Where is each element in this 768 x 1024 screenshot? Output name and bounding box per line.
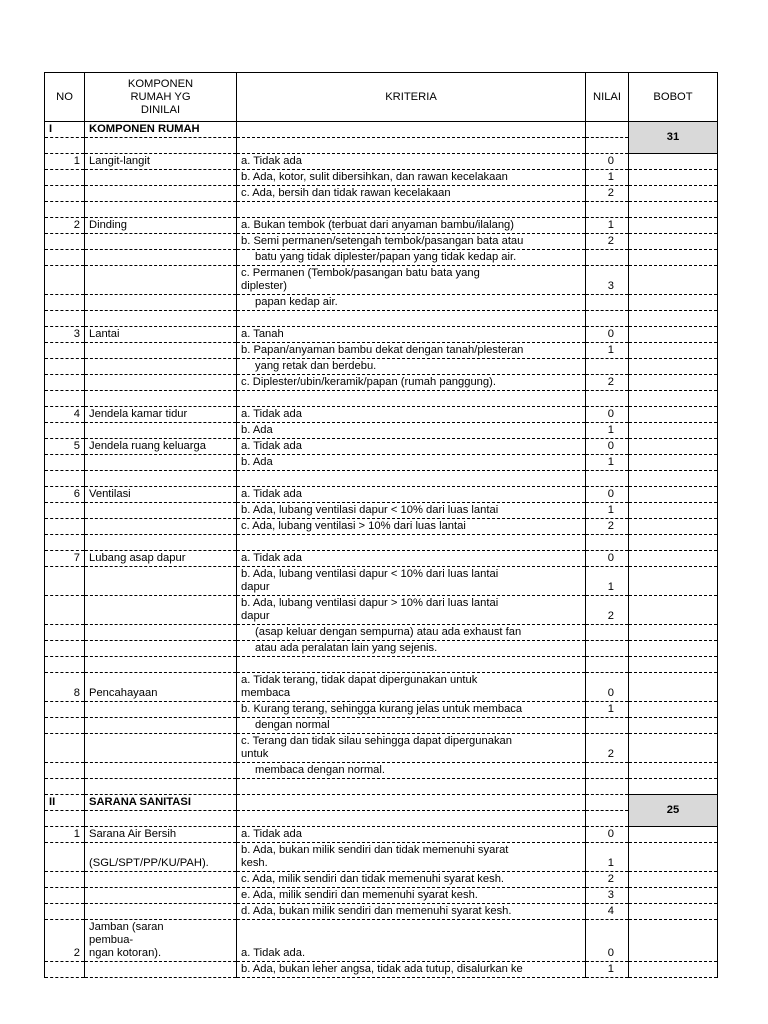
komponen-cell: Jendela kamar tidur (85, 407, 237, 423)
kriteria-cell: a. Tidak ada (237, 407, 586, 423)
table-row (45, 763, 718, 779)
bobot-cell (629, 487, 718, 503)
empty-cell (586, 471, 629, 487)
no-cell (45, 596, 85, 625)
komponen-cell: Dinding (85, 218, 237, 234)
kriteria-cell: a. Bukan tembok (terbuat dari anyaman bambu/ilalang) (237, 218, 586, 234)
table-row (45, 843, 718, 872)
komponen-cell: SARANA SANITASI (85, 795, 237, 811)
kriteria-cell: c. Ada, milik sendiri dan tidak memenuhi syarat kesh. (237, 872, 586, 888)
table-header (45, 73, 718, 122)
no-cell: 6 (45, 487, 85, 503)
kriteria-text: dengan normal (255, 719, 330, 731)
empty-cell (586, 311, 629, 327)
no-cell (45, 843, 85, 872)
kriteria-cell: d. Ada, bukan milik sendiri dan memenuhi syarat kesh. (237, 904, 586, 920)
empty-cell (85, 811, 237, 827)
kriteria-cell (237, 295, 586, 311)
table-row (45, 519, 718, 535)
nilai-cell (586, 795, 629, 811)
table-row (45, 673, 718, 702)
komponen-cell: Langit-langit (85, 154, 237, 170)
no-cell (45, 904, 85, 920)
empty-cell (629, 535, 718, 551)
table-row (45, 234, 718, 250)
kriteria-cell (237, 625, 586, 641)
komponen-cell (85, 888, 237, 904)
komponen-cell (85, 423, 237, 439)
nilai-cell (586, 763, 629, 779)
empty-cell (237, 391, 586, 407)
table-row (45, 218, 718, 234)
bobot-cell (629, 888, 718, 904)
kriteria-cell: c. Ada, bersih dan tidak rawan kecelakaan (237, 186, 586, 202)
kriteria-cell: b. Ada, kotor, sulit dibersihkan, dan rawan kecelakaan (237, 170, 586, 186)
bobot-cell (629, 359, 718, 375)
empty-cell (586, 811, 629, 827)
bobot-cell (629, 455, 718, 471)
bobot-cell (629, 375, 718, 391)
table-row (45, 920, 718, 962)
nilai-cell: 0 (586, 407, 629, 423)
table-row (45, 567, 718, 596)
table-row (45, 250, 718, 266)
no-cell: 5 (45, 439, 85, 455)
kriteria-text: (asap keluar dengan sempurna) atau ada exhaust fan (255, 626, 522, 638)
spacer-row (45, 657, 718, 673)
bobot-cell (629, 234, 718, 250)
komponen-cell: (SGL/SPT/PP/KU/PAH). (85, 843, 237, 872)
kriteria-cell: c. Ada, lubang ventilasi > 10% dari luas lantai (237, 519, 586, 535)
komponen-cell: Ventilasi (85, 487, 237, 503)
nilai-cell (586, 295, 629, 311)
empty-cell (237, 779, 586, 795)
empty-cell (586, 202, 629, 218)
table-row (45, 154, 718, 170)
bobot-cell: 31 (629, 122, 718, 154)
komponen-cell: Lantai (85, 327, 237, 343)
nilai-cell: 0 (586, 487, 629, 503)
komponen-cell (85, 250, 237, 266)
empty-cell (629, 471, 718, 487)
nilai-cell: 1 (586, 343, 629, 359)
spacer-row (45, 202, 718, 218)
kriteria-cell: a. Tidak ada. (237, 920, 586, 962)
komponen-cell (85, 375, 237, 391)
table-row (45, 375, 718, 391)
bobot-cell (629, 218, 718, 234)
bobot-cell (629, 962, 718, 978)
kriteria-cell: a. Tanah (237, 327, 586, 343)
nilai-cell: 0 (586, 827, 629, 843)
no-cell (45, 567, 85, 596)
nilai-cell: 0 (586, 673, 629, 702)
kriteria-cell: c. Diplester/ubin/keramik/papan (rumah panggung). (237, 375, 586, 391)
empty-cell (45, 779, 85, 795)
nilai-cell (586, 718, 629, 734)
empty-cell (629, 311, 718, 327)
no-cell (45, 455, 85, 471)
empty-cell (45, 391, 85, 407)
assessment-table (44, 72, 718, 978)
nilai-cell: 0 (586, 551, 629, 567)
empty-cell (45, 202, 85, 218)
empty-cell (629, 391, 718, 407)
nilai-cell (586, 250, 629, 266)
table-row (45, 170, 718, 186)
table-row (45, 718, 718, 734)
komponen-cell: KOMPONEN RUMAH (85, 122, 237, 138)
empty-cell (586, 138, 629, 154)
no-cell (45, 503, 85, 519)
nilai-cell: 0 (586, 920, 629, 962)
header-no: NO (45, 73, 85, 122)
header-kriteria: KRITERIA (237, 73, 586, 122)
no-cell (45, 718, 85, 734)
empty-cell (629, 202, 718, 218)
komponen-cell: Jendela ruang keluarga (85, 439, 237, 455)
spacer-row (45, 811, 718, 827)
komponen-cell (85, 734, 237, 763)
empty-cell (85, 391, 237, 407)
table-row (45, 702, 718, 718)
spacer-row (45, 311, 718, 327)
komponen-cell (85, 596, 237, 625)
bobot-cell (629, 904, 718, 920)
nilai-cell: 1 (586, 455, 629, 471)
komponen-cell (85, 567, 237, 596)
kriteria-text: papan kedap air. (255, 296, 338, 308)
kriteria-cell: a. Tidak ada (237, 439, 586, 455)
kriteria-cell (237, 795, 586, 811)
komponen-cell (85, 718, 237, 734)
nilai-cell: 1 (586, 962, 629, 978)
no-cell (45, 343, 85, 359)
bobot-cell (629, 154, 718, 170)
no-cell (45, 266, 85, 295)
no-cell (45, 641, 85, 657)
komponen-cell (85, 234, 237, 250)
empty-cell (85, 202, 237, 218)
bobot-cell (629, 250, 718, 266)
empty-cell (45, 311, 85, 327)
komponen-cell (85, 962, 237, 978)
nilai-cell (586, 625, 629, 641)
bobot-cell (629, 827, 718, 843)
table-row (45, 343, 718, 359)
kriteria-text: batu yang tidak diplester/papan yang tidak kedap air. (255, 251, 517, 263)
empty-cell (85, 138, 237, 154)
empty-cell (237, 311, 586, 327)
komponen-cell (85, 186, 237, 202)
table-row (45, 327, 718, 343)
komponen-cell (85, 266, 237, 295)
kriteria-cell: b. Kurang terang, sehingga kurang jelas untuk membaca (237, 702, 586, 718)
nilai-cell: 0 (586, 327, 629, 343)
kriteria-cell: b. Ada, lubang ventilasi dapur < 10% dari luas lantai dapur (237, 567, 586, 596)
empty-cell (237, 657, 586, 673)
empty-cell (45, 138, 85, 154)
nilai-cell: 3 (586, 266, 629, 295)
kriteria-cell: a. Tidak terang, tidak dapat dipergunakan untuk membaca (237, 673, 586, 702)
bobot-cell (629, 596, 718, 625)
no-cell: 8 (45, 673, 85, 702)
header-komponen: KOMPONEN RUMAH YG DINILAI (85, 73, 237, 122)
bobot-cell (629, 641, 718, 657)
table-row (45, 295, 718, 311)
no-cell: 2 (45, 920, 85, 962)
empty-cell (237, 811, 586, 827)
empty-cell (85, 535, 237, 551)
kriteria-cell: e. Ada, milik sendiri dan memenuhi syarat kesh. (237, 888, 586, 904)
empty-cell (586, 535, 629, 551)
nilai-cell (586, 641, 629, 657)
komponen-cell (85, 872, 237, 888)
bobot-cell (629, 327, 718, 343)
table-row (45, 186, 718, 202)
empty-cell (45, 535, 85, 551)
table-row (45, 455, 718, 471)
bobot-cell (629, 519, 718, 535)
nilai-cell (586, 359, 629, 375)
nilai-cell: 0 (586, 154, 629, 170)
nilai-cell: 3 (586, 888, 629, 904)
spacer-row (45, 391, 718, 407)
section-row (45, 795, 718, 811)
empty-cell (629, 779, 718, 795)
table-body (45, 122, 718, 978)
table-row (45, 423, 718, 439)
komponen-cell (85, 170, 237, 186)
no-cell (45, 250, 85, 266)
bobot-cell (629, 551, 718, 567)
empty-cell (237, 138, 586, 154)
table-row (45, 266, 718, 295)
kriteria-cell: a. Tidak ada (237, 551, 586, 567)
bobot-cell (629, 920, 718, 962)
table-row (45, 596, 718, 625)
no-cell (45, 170, 85, 186)
no-cell (45, 423, 85, 439)
komponen-cell (85, 359, 237, 375)
nilai-cell: 1 (586, 567, 629, 596)
kriteria-cell (237, 359, 586, 375)
empty-cell (85, 311, 237, 327)
bobot-cell (629, 186, 718, 202)
table-row (45, 503, 718, 519)
kriteria-cell (237, 641, 586, 657)
bobot-cell (629, 407, 718, 423)
table-row (45, 359, 718, 375)
nilai-cell: 2 (586, 596, 629, 625)
komponen-cell (85, 702, 237, 718)
kriteria-cell (237, 763, 586, 779)
empty-cell (45, 811, 85, 827)
no-cell: I (45, 122, 85, 138)
komponen-cell (85, 455, 237, 471)
table-row (45, 407, 718, 423)
no-cell (45, 234, 85, 250)
nilai-cell: 2 (586, 375, 629, 391)
nilai-cell: 0 (586, 439, 629, 455)
komponen-cell: Sarana Air Bersih (85, 827, 237, 843)
empty-cell (629, 657, 718, 673)
kriteria-text: atau ada peralatan lain yang sejenis. (255, 642, 438, 654)
table-row (45, 827, 718, 843)
empty-cell (586, 657, 629, 673)
komponen-cell (85, 519, 237, 535)
bobot-cell (629, 872, 718, 888)
table-row (45, 888, 718, 904)
no-cell (45, 359, 85, 375)
bobot-cell (629, 734, 718, 763)
komponen-cell: Lubang asap dapur (85, 551, 237, 567)
no-cell (45, 888, 85, 904)
table-row (45, 439, 718, 455)
nilai-cell: 1 (586, 702, 629, 718)
kriteria-cell: b. Ada (237, 423, 586, 439)
nilai-cell: 2 (586, 734, 629, 763)
nilai-cell: 2 (586, 872, 629, 888)
komponen-cell (85, 641, 237, 657)
bobot-cell (629, 763, 718, 779)
no-cell: 7 (45, 551, 85, 567)
nilai-cell: 1 (586, 218, 629, 234)
table-row (45, 641, 718, 657)
nilai-cell: 2 (586, 519, 629, 535)
header-nilai: NILAI (586, 73, 629, 122)
bobot-cell (629, 503, 718, 519)
spacer-row (45, 535, 718, 551)
no-cell (45, 625, 85, 641)
kriteria-cell: b. Ada, lubang ventilasi dapur < 10% dari luas lantai (237, 503, 586, 519)
bobot-cell (629, 295, 718, 311)
no-cell (45, 734, 85, 763)
table-row (45, 962, 718, 978)
no-cell (45, 872, 85, 888)
empty-cell (237, 535, 586, 551)
kriteria-cell: a. Tidak ada (237, 827, 586, 843)
empty-cell (586, 779, 629, 795)
no-cell: 1 (45, 154, 85, 170)
kriteria-cell: a. Tidak ada (237, 154, 586, 170)
no-cell (45, 702, 85, 718)
kriteria-cell (237, 250, 586, 266)
kriteria-cell (237, 718, 586, 734)
table-row (45, 904, 718, 920)
header-bobot: BOBOT (629, 73, 718, 122)
bobot-cell (629, 266, 718, 295)
empty-cell (45, 471, 85, 487)
bobot-cell (629, 423, 718, 439)
spacer-row (45, 779, 718, 795)
bobot-cell (629, 718, 718, 734)
nilai-cell: 1 (586, 423, 629, 439)
no-cell (45, 295, 85, 311)
no-cell (45, 962, 85, 978)
kriteria-text: membaca dengan normal. (255, 764, 385, 776)
empty-cell (85, 471, 237, 487)
table-row (45, 551, 718, 567)
empty-cell (237, 471, 586, 487)
komponen-cell (85, 904, 237, 920)
spacer-row (45, 138, 718, 154)
kriteria-text: yang retak dan berdebu. (255, 360, 377, 372)
no-cell: 2 (45, 218, 85, 234)
kriteria-cell: b. Ada, bukan milik sendiri dan tidak memenuhi syarat kesh. (237, 843, 586, 872)
komponen-cell: Pencahayaan (85, 673, 237, 702)
kriteria-cell: b. Ada (237, 455, 586, 471)
nilai-cell: 1 (586, 503, 629, 519)
bobot-cell: 25 (629, 795, 718, 827)
kriteria-cell: b. Papan/anyaman bambu dekat dengan tanah/plesteran (237, 343, 586, 359)
kriteria-cell: b. Semi permanen/setengah tembok/pasangan bata atau (237, 234, 586, 250)
bobot-cell (629, 673, 718, 702)
bobot-cell (629, 843, 718, 872)
komponen-cell (85, 343, 237, 359)
no-cell: II (45, 795, 85, 811)
bobot-cell (629, 343, 718, 359)
komponen-cell: Jamban (saran pembua- ngan kotoran). (85, 920, 237, 962)
bobot-cell (629, 567, 718, 596)
table-row (45, 487, 718, 503)
spacer-row (45, 471, 718, 487)
nilai-cell: 2 (586, 234, 629, 250)
empty-cell (237, 202, 586, 218)
empty-cell (85, 657, 237, 673)
nilai-cell: 1 (586, 170, 629, 186)
komponen-cell (85, 295, 237, 311)
kriteria-cell (237, 122, 586, 138)
komponen-cell (85, 625, 237, 641)
empty-cell (85, 779, 237, 795)
table-row (45, 734, 718, 763)
nilai-cell: 1 (586, 843, 629, 872)
bobot-cell (629, 170, 718, 186)
empty-cell (586, 391, 629, 407)
empty-cell (45, 657, 85, 673)
nilai-cell: 2 (586, 186, 629, 202)
section-row (45, 122, 718, 138)
no-cell (45, 186, 85, 202)
no-cell: 3 (45, 327, 85, 343)
no-cell (45, 763, 85, 779)
no-cell (45, 375, 85, 391)
no-cell (45, 519, 85, 535)
bobot-cell (629, 439, 718, 455)
table-row (45, 625, 718, 641)
no-cell: 4 (45, 407, 85, 423)
nilai-cell: 4 (586, 904, 629, 920)
komponen-cell (85, 763, 237, 779)
table-row (45, 872, 718, 888)
kriteria-cell: c. Permanen (Tembok/pasangan batu bata yang diplester) (237, 266, 586, 295)
nilai-cell (586, 122, 629, 138)
kriteria-cell: b. Ada, bukan leher angsa, tidak ada tutup, disalurkan ke (237, 962, 586, 978)
kriteria-cell: a. Tidak ada (237, 487, 586, 503)
kriteria-cell: b. Ada, lubang ventilasi dapur > 10% dari luas lantai dapur (237, 596, 586, 625)
komponen-cell (85, 503, 237, 519)
bobot-cell (629, 702, 718, 718)
kriteria-cell: c. Terang dan tidak silau sehingga dapat dipergunakan untuk (237, 734, 586, 763)
bobot-cell (629, 625, 718, 641)
no-cell: 1 (45, 827, 85, 843)
